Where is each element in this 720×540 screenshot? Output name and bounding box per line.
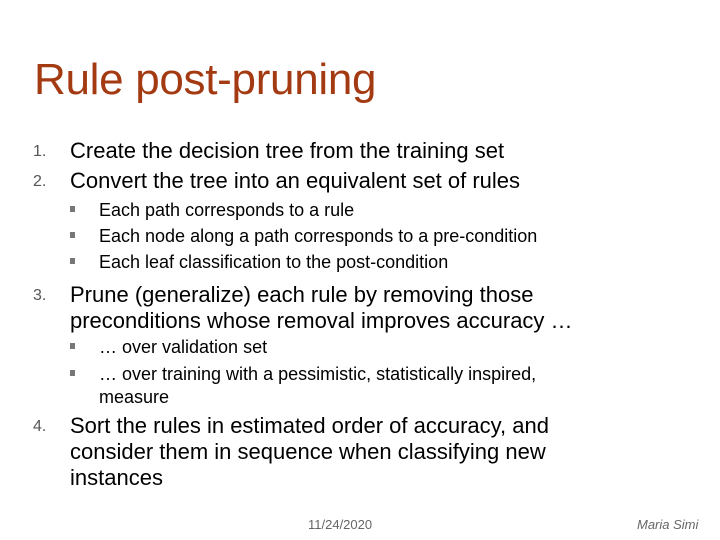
- sub-item-text: Each leaf classification to the post-condition: [99, 252, 449, 272]
- bullet-icon: [70, 206, 75, 212]
- item-number: 3.: [33, 287, 47, 304]
- item-text: Convert the tree into an equivalent set of rules: [70, 168, 521, 193]
- item-text: Prune (generalize) each rule by removing those preconditions whose removal improves accuracy …: [70, 282, 573, 333]
- sub-item-text: … over validation set: [99, 337, 268, 357]
- item-text: Create the decision tree from the training set: [70, 138, 505, 163]
- bullet-icon: [70, 258, 75, 264]
- item-number: 1.: [33, 143, 47, 160]
- item-text: Sort the rules in estimated order of accuracy, and consider them in sequence when classifying new instances: [70, 413, 549, 490]
- bullet-icon: [70, 343, 75, 349]
- footer-author: Maria Simi: [637, 517, 699, 532]
- item-number: 2.: [33, 173, 47, 190]
- footer-date: 11/24/2020: [308, 517, 373, 532]
- item-number: 4.: [33, 418, 47, 435]
- slide-title: Rule post-pruning: [34, 55, 377, 104]
- sub-item-text: … over training with a pessimistic, statistically inspired, measure: [99, 364, 537, 407]
- sub-item-text: Each path corresponds to a rule: [99, 200, 355, 220]
- sub-item-text: Each node along a path corresponds to a pre-condition: [99, 226, 538, 246]
- bullet-icon: [70, 370, 75, 376]
- bullet-icon: [70, 232, 75, 238]
